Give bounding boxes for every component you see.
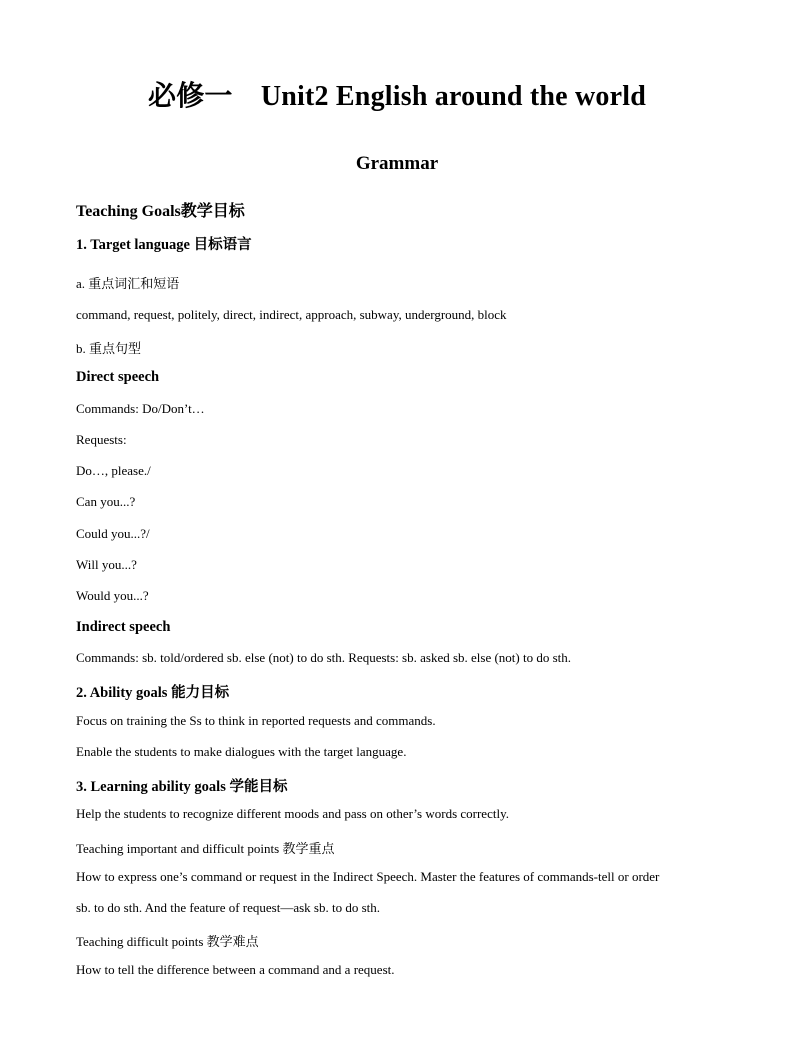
vocab-label: a. 重点词汇和短语 [76, 276, 180, 291]
vocab-list: command, request, politely, direct, indirect, approach, subway, underground, block [76, 307, 507, 322]
request-example: Do…, please./ [76, 463, 151, 478]
indirect-speech-heading: Indirect speech [76, 619, 171, 635]
request-example: Would you...? [76, 588, 149, 603]
direct-speech-heading: Direct speech [76, 369, 160, 385]
sentence-label: b. 重点句型 [76, 341, 142, 356]
ability-goals-heading: 2. Ability goals 能力目标 [76, 685, 230, 701]
difficult-points-label: Teaching difficult points 教学难点 [76, 934, 259, 949]
important-points-label: Teaching important and difficult points 教学重点 [76, 841, 335, 856]
ability-goal-item: Focus on training the Ss to think in reported requests and commands. [76, 713, 436, 728]
document-title: 必修一 Unit2 English around the world [148, 81, 646, 112]
request-example: Could you...?/ [76, 526, 150, 541]
learning-goal-item: Help the students to recognize different moods and pass on other’s words correctly. [76, 806, 509, 821]
difficult-points-text: How to tell the difference between a command and a request. [76, 962, 395, 977]
important-points-text: sb. to do sth. And the feature of request—ask sb. to do sth. [76, 900, 381, 915]
requests-line: Requests: [76, 432, 127, 447]
target-language-heading: 1. Target language 目标语言 [76, 237, 252, 253]
learning-goals-heading: 3. Learning ability goals 学能目标 [76, 779, 288, 795]
important-points-text: How to express one’s command or request in the Indirect Speech. Master the features of commands-tell or order [76, 869, 660, 884]
teaching-goals-heading: Teaching Goals教学目标 [76, 203, 245, 220]
indirect-speech-line: Commands: sb. told/ordered sb. else (not) to do sth. Requests: sb. asked sb. else (not) to do sth. [76, 650, 572, 665]
request-example: Will you...? [76, 557, 137, 572]
section-title: Grammar [355, 153, 439, 174]
request-example: Can you...? [76, 494, 136, 509]
ability-goal-item: Enable the students to make dialogues with the target language. [76, 744, 407, 759]
commands-line: Commands: Do/Don’t… [76, 401, 205, 416]
